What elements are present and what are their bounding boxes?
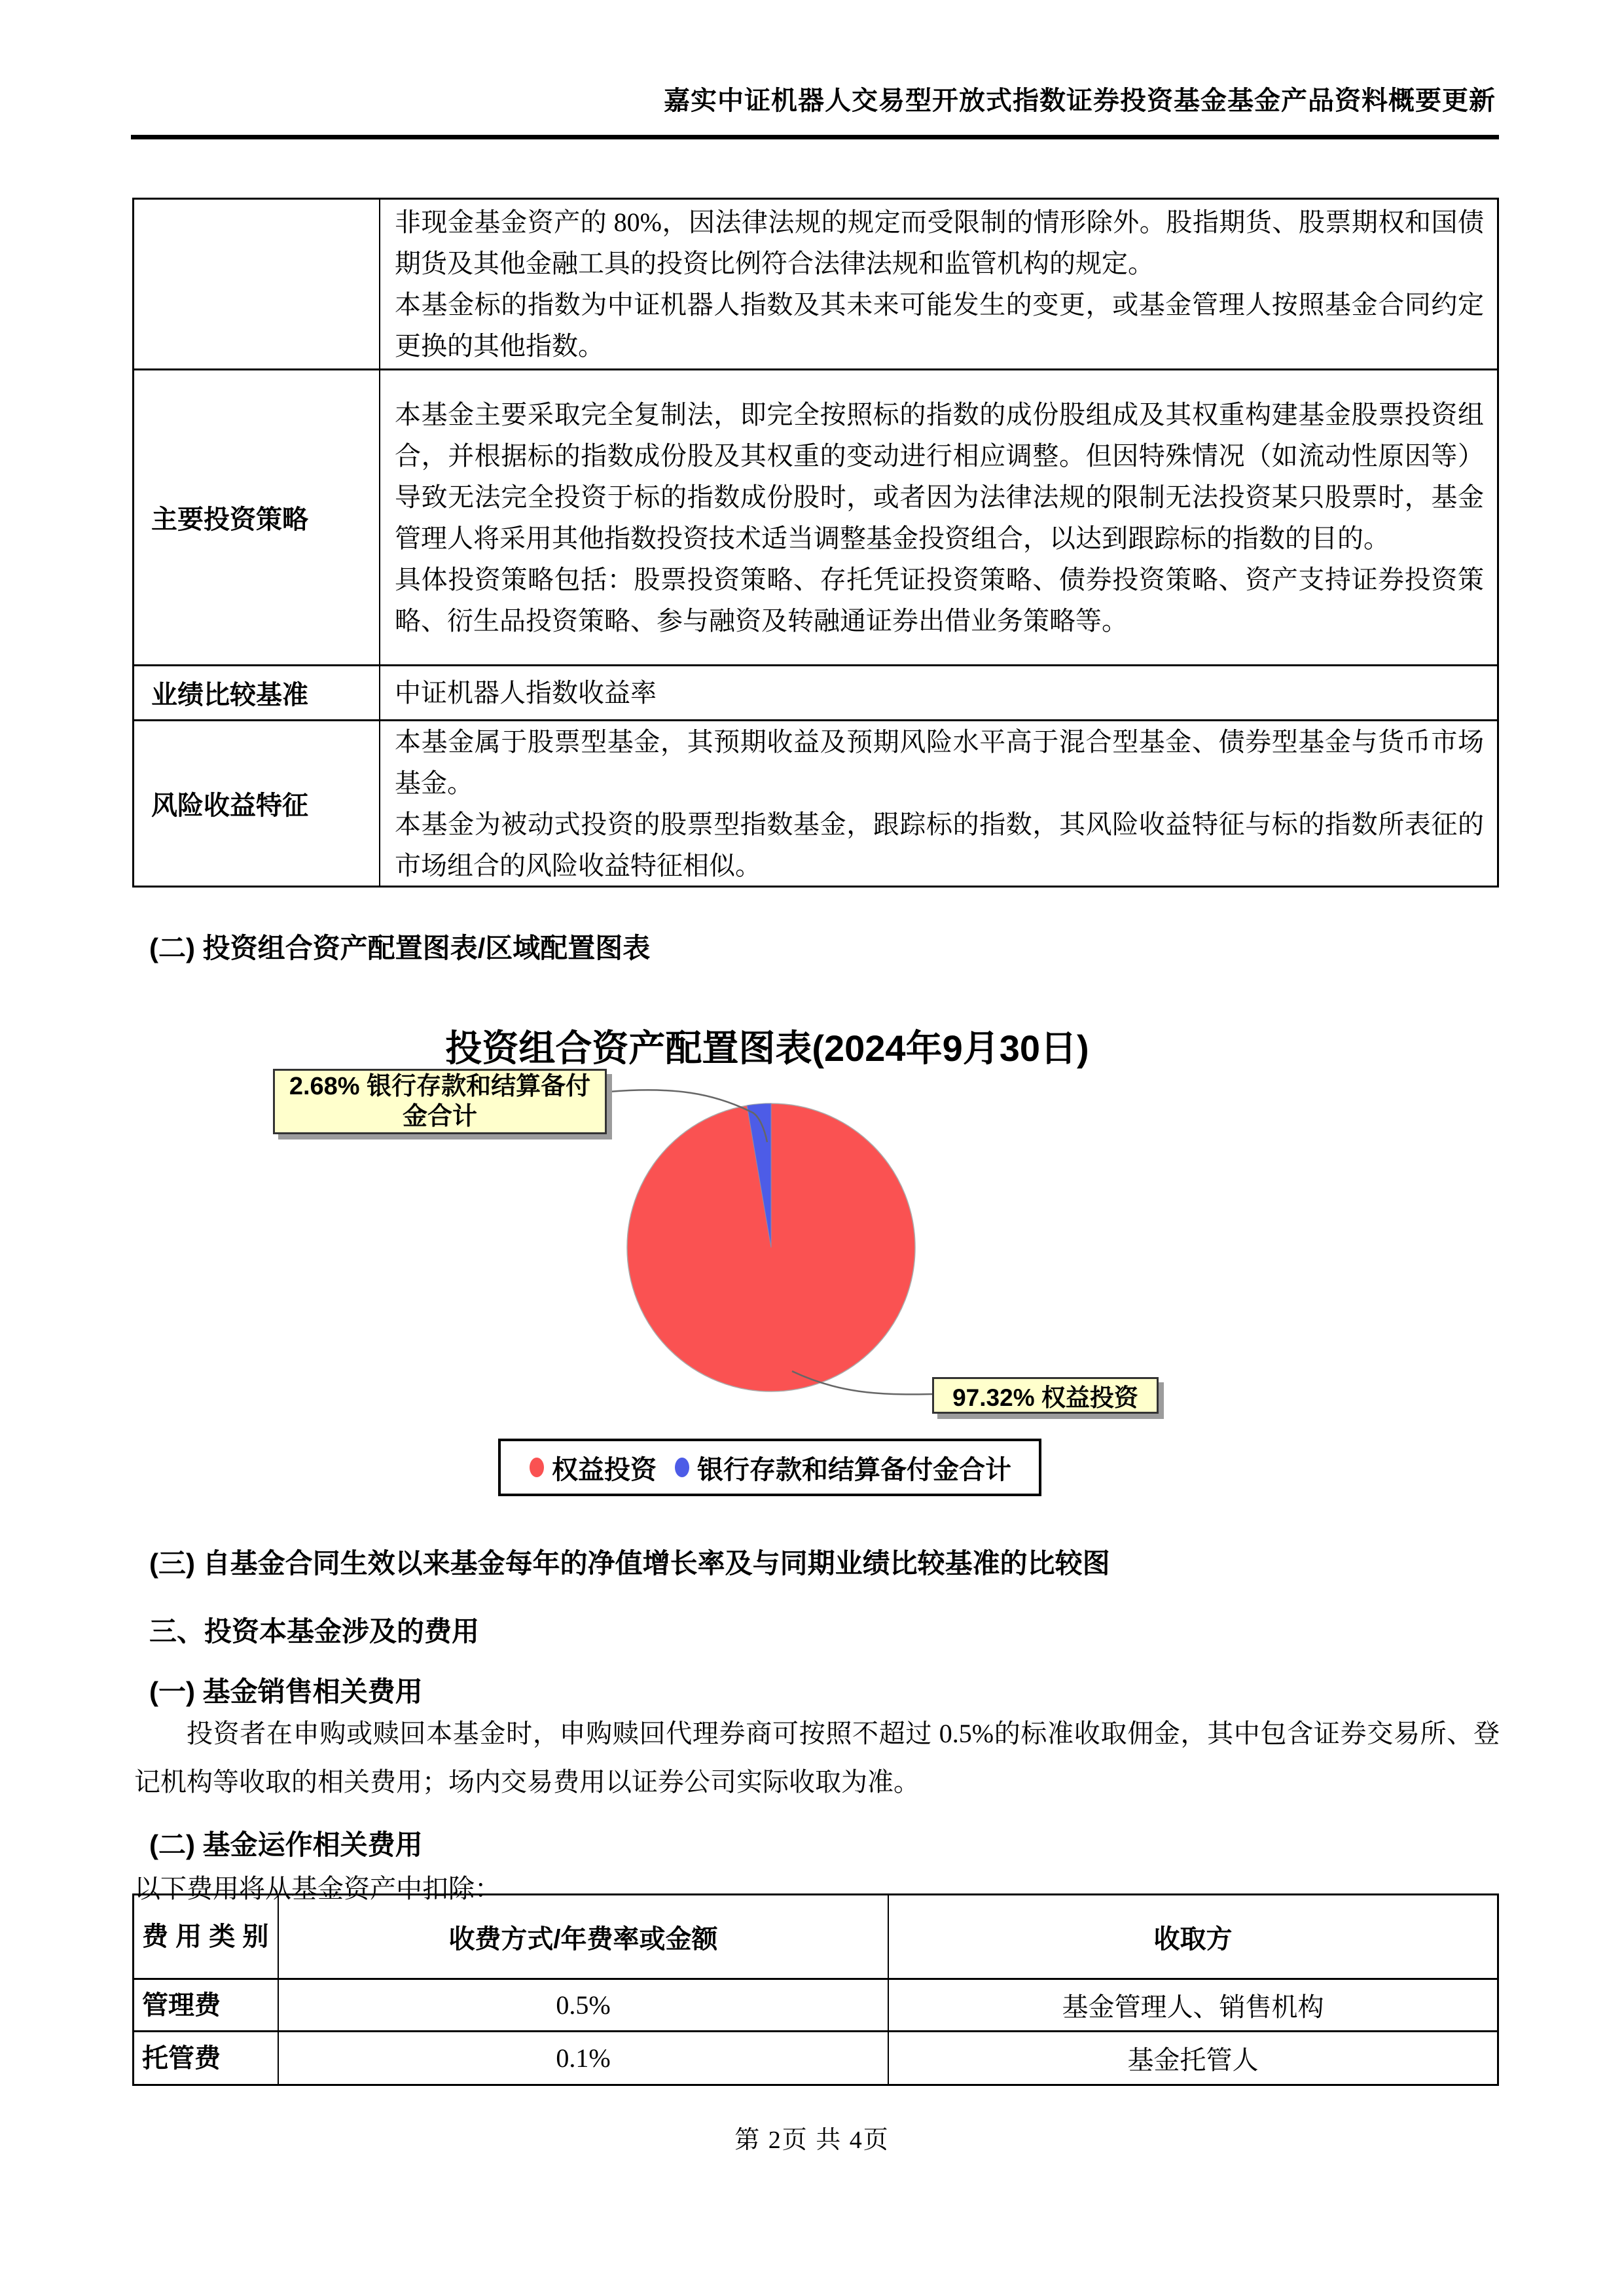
table-row	[134, 368, 1497, 664]
chart-callout-equity: 97.32% 权益投资	[932, 1377, 1159, 1414]
legend-label: 银行存款和结算备付金合计	[697, 1455, 1011, 1484]
fee-receiver: 基金管理人、销售机构	[1062, 1992, 1324, 2022]
row-text	[380, 721, 1497, 886]
fee-header-category: 费 用 类 别	[134, 1895, 279, 1978]
chart-legend	[498, 1439, 1041, 1496]
paragraph: 非现金基金资产的 80%，因法律法规的规定而受限制的情形除外。股指期货、股票期权和国债期货及其他金融工具的投资比例符合法律法规和监管机构的规定。	[395, 207, 1484, 278]
fee-table-row-management	[134, 1978, 1497, 2030]
section-3-heading: (三) 自基金合同生效以来基金每年的净值增长率及与同期业绩比较基准的比较图	[149, 1548, 1110, 1579]
paragraph: 本基金属于股票型基金，其预期收益及预期风险水平高于混合型基金、债券型基金与货币市场基金。	[395, 726, 1484, 798]
table-row	[134, 664, 1497, 719]
paragraph: 具体投资策略包括：股票投资策略、存托凭证投资策略、债券投资策略、资产支持证券投资策略、衍生品投资策略、参与融资及转融通证券出借业务策略等。	[395, 564, 1484, 636]
fees-sub1-heading: (一) 基金销售相关费用	[149, 1676, 423, 1707]
fee-table-header-row	[134, 1895, 1497, 1978]
fee-receiver: 基金托管人	[1127, 2045, 1259, 2075]
fee-rate: 0.5%	[279, 1980, 889, 2030]
row-text	[380, 200, 1497, 368]
fee-rate: 0.1%	[279, 2032, 889, 2084]
fees-heading: 三、投资本基金涉及的费用	[149, 1616, 480, 1647]
fee-category: 托管费	[134, 2032, 279, 2084]
fee-deduction-note: 以下费用将从基金资产中扣除：	[134, 1874, 501, 1903]
legend-item-cash	[674, 1449, 1011, 1486]
fee-table-row-custody	[134, 2030, 1497, 2084]
fee-category: 管理费	[134, 1980, 279, 2030]
header-divider-rule	[131, 135, 1499, 139]
row-label-strategy: 主要投资策略	[134, 370, 380, 664]
fee-header-rate: 收费方式/年费率或金额	[279, 1895, 889, 1978]
table-row	[134, 200, 1497, 368]
fees-sub2-heading: (二) 基金运作相关费用	[149, 1829, 423, 1860]
fund-info-table	[132, 198, 1499, 888]
chart-callout-cash: 2.68% 银行存款和结算备付金合计	[273, 1069, 607, 1134]
page-number-footer: 第 2页 共 4页	[734, 2126, 890, 2154]
row-text	[380, 370, 1497, 664]
legend-dot-red-icon	[528, 1456, 545, 1479]
row-label-benchmark: 业绩比较基准	[134, 666, 380, 719]
row-label-empty	[134, 200, 380, 368]
fee-table	[132, 1893, 1499, 2086]
legend-label: 权益投资	[552, 1455, 657, 1484]
chart-title: 投资组合资产配置图表(2024年9月30日)	[445, 1028, 1089, 1069]
table-row	[134, 719, 1497, 886]
paragraph: 本基金主要采取完全复制法，即完全按照标的指数的成份股组成及其权重构建基金股票投资组合，并根据标的指数成份股及其权重的变动进行相应调整。但因特殊情况（如流动性原因等）导致无法完全投资于标的指数成份股时，或者因为法律法规的限制无法投资某只股票时，基金管理人将采用其他指数投资技术适当调整基金投资组合，以达到跟踪标的指数的目的。	[395, 399, 1484, 553]
row-text	[380, 666, 1497, 719]
fee-header-receiver: 收取方	[1153, 1924, 1233, 1954]
legend-item-equity	[528, 1449, 657, 1486]
legend-dot-blue-icon	[674, 1456, 691, 1479]
row-label-risk-return: 风险收益特征	[134, 721, 380, 886]
section-2-heading: (二) 投资组合资产配置图表/区域配置图表	[149, 933, 651, 963]
document-header-title: 嘉实中证机器人交易型开放式指数证券投资基金基金产品资料概要更新	[664, 86, 1496, 115]
paragraph: 本基金为被动式投资的股票型指数基金，跟踪标的指数，其风险收益特征与标的指数所表征的市场组合的风险收益特征相似。	[395, 809, 1484, 880]
paragraph: 中证机器人指数收益率	[395, 678, 657, 708]
sales-fee-paragraph: 投资者在申购或赎回本基金时，申购赎回代理券商可按照不超过 0.5%的标准收取佣金，其中包含证券交易所、登记机构等收取的相关费用；场内交易费用以证券公司实际收取为准。	[134, 1719, 1500, 1797]
paragraph: 本基金标的指数为中证机器人指数及其未来可能发生的变更，或基金管理人按照基金合同约定更换的其他指数。	[395, 290, 1484, 361]
